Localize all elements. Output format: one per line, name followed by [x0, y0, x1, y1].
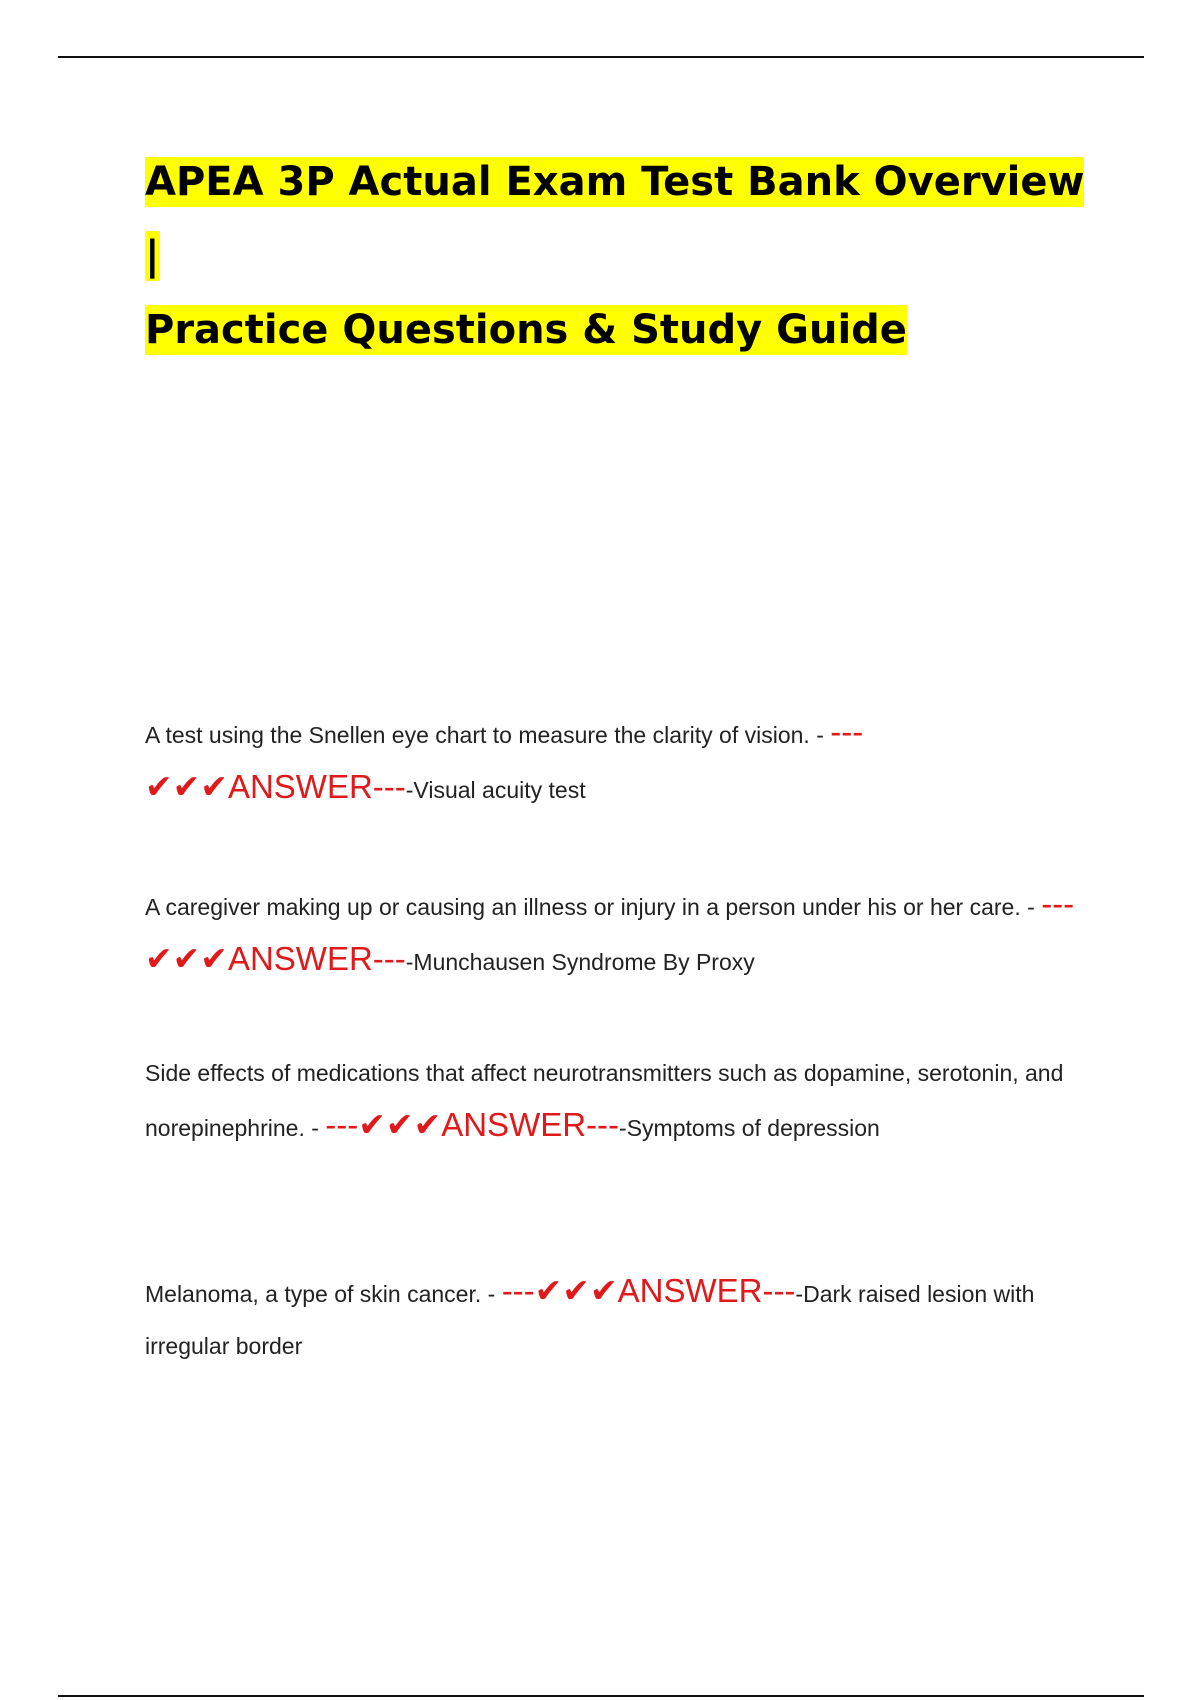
qa-item — [145, 706, 1085, 816]
footer-rule — [58, 1695, 1144, 1697]
answer-marker: ---✔✔✔ANSWER--- — [145, 713, 864, 805]
header-rule — [58, 56, 1144, 58]
answer-text: -Symptoms of depression — [619, 1115, 880, 1141]
title-line-1: APEA 3P Actual Exam Test Bank Overview | — [145, 159, 1085, 279]
document-title — [145, 145, 1105, 367]
answer-marker: ---✔✔✔ANSWER--- — [325, 1106, 620, 1143]
answer-marker: ---✔✔✔ANSWER--- — [501, 1272, 796, 1309]
qa-item — [145, 878, 1085, 988]
answer-marker: ---✔✔✔ANSWER--- — [145, 885, 1075, 977]
answer-text: -Dark raised lesion with irregular border — [145, 1281, 1035, 1359]
separator: - — [809, 722, 831, 748]
question-text: Melanoma, a type of skin cancer. — [145, 1281, 482, 1307]
separator: - — [481, 1281, 502, 1307]
qa-item — [145, 1265, 1085, 1372]
separator: - — [304, 1115, 326, 1141]
answer-text: -Visual acuity test — [405, 777, 586, 803]
separator: - — [1020, 894, 1042, 920]
answer-text: -Munchausen Syndrome By Proxy — [405, 949, 755, 975]
question-text: Side effects of medications that affect neurotransmitters such as dopamine, serotonin, and norepinephrine. — [145, 1060, 1064, 1141]
question-text: A test using the Snellen eye chart to measure the clarity of vision. — [145, 722, 810, 748]
question-text: A caregiver making up or causing an illness or injury in a person under his or her care. — [145, 894, 1021, 920]
qa-item — [145, 1047, 1085, 1154]
title-line-2: Practice Questions & Study Guide — [145, 307, 907, 353]
